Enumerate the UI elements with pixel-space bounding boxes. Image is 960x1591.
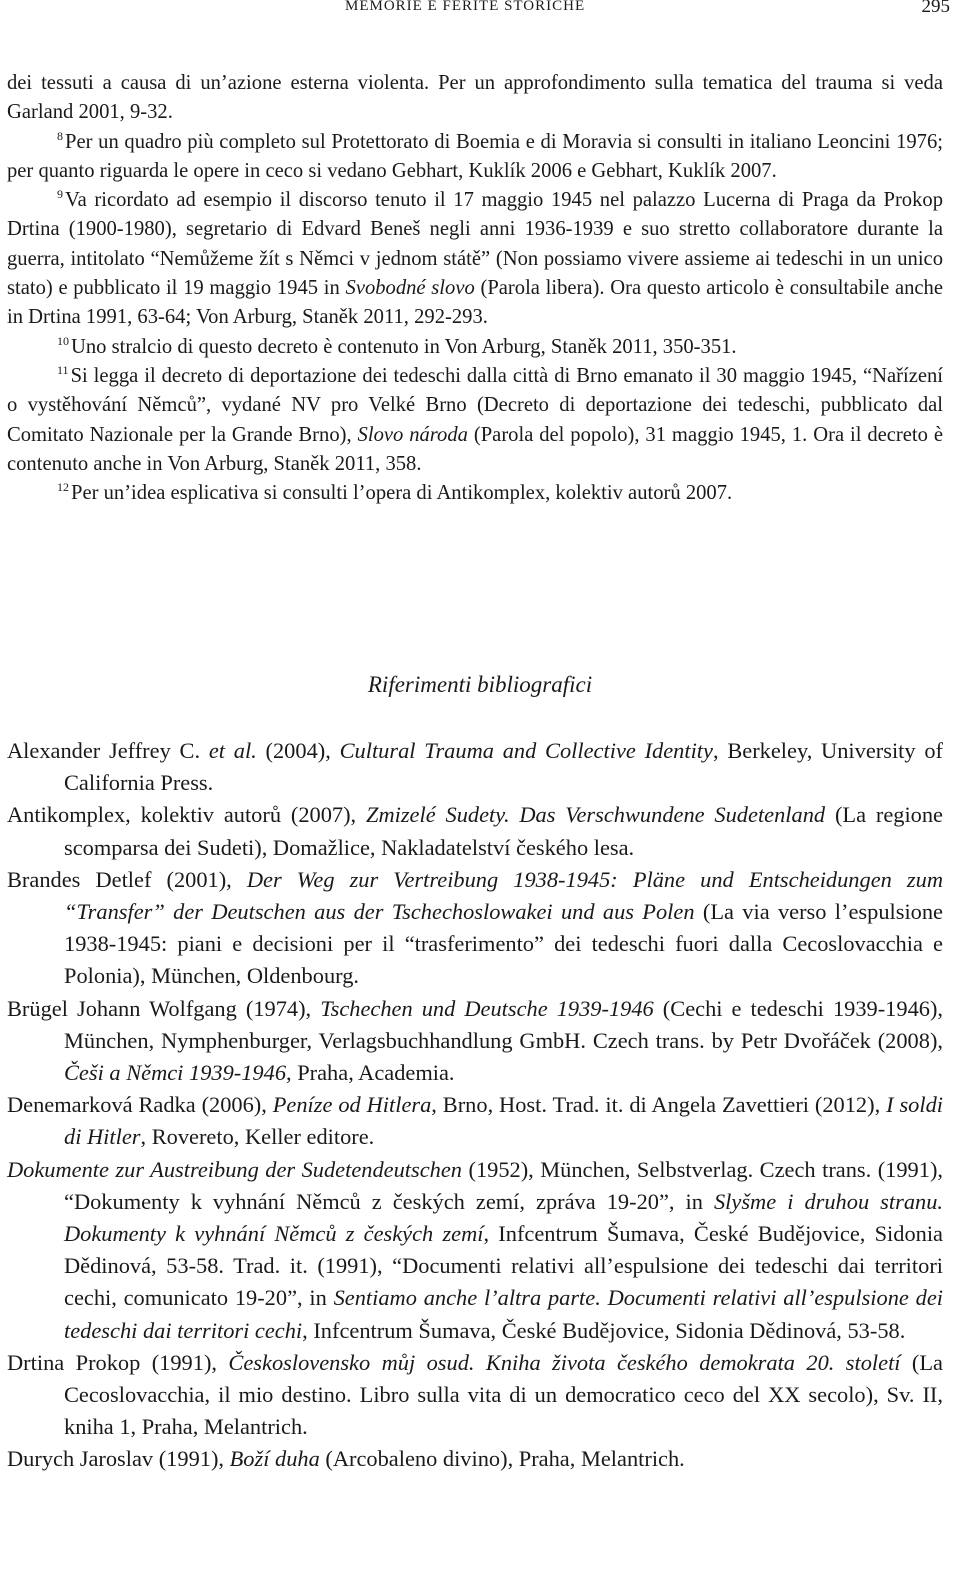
- reference-entry: Denemarková Radka (2006), Peníze od Hitlera, Brno, Host. Trad. it. di Angela Zavettieri (2012), I soldi di Hitler, Rovereto, Keller editore.: [7, 1092, 943, 1150]
- reference-entry: Durych Jaroslav (1991), Boží duha (Arcobaleno divino), Praha, Melantrich.: [7, 1446, 685, 1472]
- footnote-number: 8: [57, 128, 63, 143]
- footnote-number: 9: [57, 187, 63, 202]
- footnote-12: $^{12}$Per un’idea esplicativa si consulti l’opera di Antikomplex, kolektiv autorů 2007.: [57, 480, 733, 505]
- footnote-11: $^{11}$Si legga il decreto di deportazione dei tedeschi dalla città di Brno emanato il 30 maggio 1945, “Nařízení o vystěhování Němců”, vydané NV pro Velké Brno (Decreto di deportazione dei tedeschi, pubblicato dal Comitato Nazionale per la Grande Brno), Slovo národa (Parola del popolo), 31 maggio 1945, 1. Ora il decreto è contenuto anche in Von Arburg, Staněk 2011, 358.: [7, 362, 943, 475]
- reference-entry: Brandes Detlef (2001), Der Weg zur Vertreibung 1938-1945: Pläne und Entscheidungen zum “Transfer” der Deutschen aus der Tschechoslowakei und aus Polen (La via verso l’espulsione 1938-1945: piani e decisioni per il “trasferimento” dei tedeschi fuori dalla Cecoslovacchia e Polonia), München, Oldenbourg.: [7, 866, 943, 989]
- reference-entry: Drtina Prokop (1991), Československo můj osud. Kniha života českého demokrata 20. století (La Cecoslovacchia, il mio destino. Libro sulla vita di un democratico ceco del XX secolo), Sv. II, kniha 1, Praha, Melantrich.: [7, 1349, 943, 1440]
- footnote-10: $^{10}$Uno stralcio di questo decreto è contenuto in Von Arburg, Staněk 2011, 350-351.: [57, 333, 737, 358]
- page-header: [0, 0, 960, 22]
- reference-entry: Brügel Johann Wolfgang (1974), Tschechen und Deutsche 1939-1946 (Cechi e tedeschi 1939-1946), München, Nymphenburger, Verlagsbuchhandlung GmbH. Czech trans. by Petr Dvořáček (2008), Češi a Němci 1939-1946, Praha, Academia.: [7, 995, 944, 1086]
- running-head: MEMORIE E FERITE STORICHE: [345, 0, 586, 14]
- bibliography-list: [7, 735, 943, 1476]
- footnote-number: 11: [57, 362, 69, 377]
- footnote-number: 10: [57, 333, 69, 348]
- footnote-8: $^8$Per un quadro più completo sul Protettorato di Boemia e di Moravia si consulti in italiano Leoncini 1976; per quanto riguarda le opere in ceco si vedano Gebhart, Kuklík 2006 e Gebhart, Kuklík 2007.: [7, 128, 943, 182]
- bibliography-heading: Riferimenti bibliografici: [367, 672, 593, 697]
- reference-entry: Dokumente zur Austreibung der Sudetendeutschen (1952), München, Selbstverlag. Czech trans. (1991), “Dokumenty k vyhnání Němců z českých zemí, zpráva 19-20”, in Slyšme i druhou stranu. Dokumenty k vyhnání Němců z českých zemí, Infcentrum Šumava, České Budějovice, Sidonia Dědinová, 53-58. Trad. it. (1991), “Documenti relativi all’espulsione dei tedeschi dai territori cechi, comunicato 19-20”, in Sentiamo anche l’altra parte. Documenti relativi all’espulsione dei tedeschi dai territori cechi, Infcentrum Šumava, České Budějovice, Sidonia Dědinová, 53-58.: [7, 1156, 943, 1343]
- reference-entry: Antikomplex, kolektiv autorů (2007), Zmizelé Sudety. Das Verschwundene Sudetenland (La regione scomparsa dei Sudeti), Domažlice, Nakladatelství českého lesa.: [7, 802, 943, 860]
- footnote-continuation: dei tessuti a causa di un’azione esterna violenta. Per un approfondimento sulla tematica del trauma si veda Garland 2001, 9-32.: [7, 72, 943, 124]
- page-number: 295: [921, 0, 950, 17]
- footnotes: [7, 69, 943, 508]
- reference-entry: Alexander Jeffrey C. et al. (2004), Cultural Trauma and Collective Identity, Berkeley, University of California Press.: [7, 738, 943, 796]
- footnote-9: $^9$Va ricordato ad esempio il discorso tenuto il 17 maggio 1945 nel palazzo Lucerna di Praga da Prokop Drtina (1900-1980), segretario di Edvard Beneš negli anni 1936-1939 e suo stretto collaboratore durante la guerra, intitolato “Nemůžeme žít s Němci v jednom státě” (Non possiamo vivere assieme ai tedeschi in un unico stato) e pubblicato il 19 maggio 1945 in Svobodné slovo (Parola libera). Ora questo articolo è consultabile anche in Drtina 1991, 63-64; Von Arburg, Staněk 2011, 292-293.: [7, 187, 943, 329]
- footnote-number: 12: [57, 480, 69, 495]
